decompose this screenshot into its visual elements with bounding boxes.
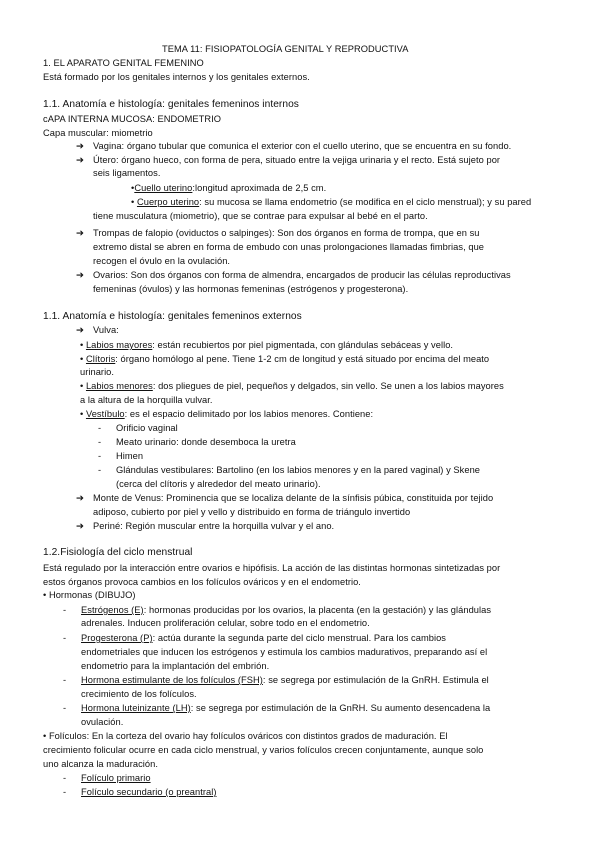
intro-text: Está formado por los genitales internos y los genitales externos. (43, 72, 310, 82)
fsh-item (81, 674, 489, 686)
dash-icon: - (98, 437, 102, 447)
fsh-term: Hormona estimulante de los folículos (FSH) (81, 675, 263, 685)
cuerpo-term: Cuerpo uterino (136, 197, 200, 207)
arrow-bullet-icon: ➔ (76, 155, 84, 165)
labios-menores-item (80, 380, 504, 392)
ovarios-text-cont: femeninas (óvulos) y las hormonas femeninas (estrógenos y progesterona). (93, 284, 409, 294)
estrogenos-desc-cont: adrenales. Inducen proliferación celular, sobre todo en el endometrio. (81, 618, 370, 628)
labios-menores-term: Labios menores (85, 381, 153, 391)
arrow-bullet-icon: ➔ (76, 141, 84, 151)
estrogenos-item (81, 604, 491, 616)
dash-icon: - (63, 675, 67, 685)
arrow-bullet-icon: ➔ (76, 325, 84, 335)
progesterona-desc: : actúa durante la segunda parte del ciclo menstrual. Para los cambios (152, 633, 447, 643)
foliculo-secundario: Folículo secundario (o preantral) (81, 787, 217, 797)
labios-mayores-term: Labios mayores (85, 340, 153, 350)
vestibulo-list-item: Meato urinario: donde desemboca la uretra (116, 437, 296, 447)
vestibulo-desc: : es el espacio delimitado por los labios menores. Contiene: (124, 409, 374, 419)
section-heading: 1. EL APARATO GENITAL FEMENINO (43, 58, 204, 68)
labios-mayores-desc: : están recubiertos por piel pigmentada, con glándulas sebáceas y vello. (152, 340, 454, 350)
vestibulo-list-item: Himen (116, 451, 144, 461)
bullet-icon: • (80, 409, 84, 419)
arrow-bullet-icon: ➔ (76, 228, 84, 238)
bullet-icon: • (80, 354, 84, 364)
lh-desc: : se segrega por estimulación de la GnRH. Su aumento desencadena la (190, 703, 491, 713)
subsection-heading: 1.1. Anatomía e histología: genitales femeninos externos (43, 311, 302, 322)
dash-icon: - (98, 423, 102, 433)
foliculos-text-cont: uno alcanza la maduración. (43, 759, 159, 769)
paragraph: Está regulado por la interacción entre ovarios e hipófisis. La acción de las distintas hormonas sintetizadas por (43, 563, 501, 573)
dash-icon: - (63, 773, 67, 783)
paragraph-cont: estos órganos provoca cambios en los folículos ováricos y en el endometrio. (43, 577, 361, 587)
monte-text-cont: adiposo, cubierto por piel y vello y distribuido en forma de triángulo invertido (93, 507, 411, 517)
vagina-text: Vagina: órgano tubular que comunica el exterior con el cuello uterino, que se encuentra en su fondo. (93, 141, 512, 151)
hormonas-heading: • Hormonas (DIBUJO) (43, 590, 136, 600)
dash-icon: - (63, 703, 67, 713)
lh-term: Hormona luteinizante (LH) (81, 703, 191, 713)
subsection-heading: 1.1. Anatomía e histología: genitales femeninos internos (43, 99, 299, 110)
dash-icon: - (63, 605, 67, 615)
dash-icon: - (63, 633, 67, 643)
vulva-label: Vulva: (93, 325, 119, 335)
estrogenos-desc: : hormonas producidas por los ovarios, la placenta (en la gestación) y las glándulas (143, 605, 492, 615)
ovarios-text: Ovarios: Son dos órganos con forma de almendra, encargados de producir las células reproductivas (93, 270, 511, 280)
dash-icon: - (98, 451, 102, 461)
progesterona-term: Progesterona (P) (81, 633, 153, 643)
progesterona-desc-cont: endometriales que inducen los estrógenos y estimula los cambios madurativos, preparando así el (81, 647, 488, 657)
subsection-heading: 1.2.Fisiología del ciclo menstrual (43, 547, 193, 558)
vestibulo-list-item: Glándulas vestibulares: Bartolino (en los labios menores y en la pared vaginal) y Skene (116, 465, 481, 475)
labios-mayores-item (80, 339, 453, 351)
monte-text: Monte de Venus: Prominencia que se localiza delante de la sínfisis púbica, constituida por tejido (93, 493, 494, 503)
trompas-text-cont: recogen el óvulo en la ovulación. (93, 256, 231, 266)
vestibulo-list-item-cont: (cerca del clítoris y alrededor del meato urinario). (116, 479, 321, 489)
lh-desc-cont: ovulación. (81, 717, 124, 727)
cuerpo-desc: : su mucosa se llama endometrio (se modifica en el ciclo menstrual); y su pared (199, 197, 532, 207)
lh-item (81, 702, 490, 714)
bullet-icon: • (131, 197, 135, 207)
vestibulo-term: Vestíbulo (85, 409, 125, 419)
cuello-desc: :longitud aproximada de 2,5 cm. (192, 183, 327, 193)
bullet-icon: • (80, 340, 84, 350)
utero-text: Útero: órgano hueco, con forma de pera, situado entre la vejiga urinaria y el recto. Está sujeto por (93, 155, 501, 165)
fsh-desc: : se segrega por estimulación de la GnRH. Estimula el (262, 675, 489, 685)
cuello-term: Cuello uterino (134, 183, 193, 193)
trompas-text: Trompas de falopio (oviductos o salpinges): Son dos órganos en forma de trompa, que en su (93, 228, 480, 238)
bullet-icon: • (80, 381, 84, 391)
cuerpo-item (131, 196, 531, 208)
vestibulo-list-item: Orificio vaginal (116, 423, 178, 433)
arrow-bullet-icon: ➔ (76, 493, 84, 503)
cuerpo-desc-cont: tiene musculatura (miometrio), que se contrae para expulsar al bebé en el parto. (93, 211, 428, 221)
dash-icon: - (63, 787, 67, 797)
foliculos-text-cont: crecimiento folicular ocurre en cada ciclo menstrual, y varios folículos crecen conjuntamente, aunque solo (43, 745, 484, 755)
progesterona-item (81, 632, 446, 644)
cuello-item (131, 182, 326, 194)
foliculo-primario: Folículo primario (81, 773, 151, 783)
foliculos-text: • Folículos: En la corteza del ovario hay folículos ováricos con distintos grados de maduración. El (43, 731, 448, 741)
fsh-desc-cont: crecimiento de los folículos. (81, 689, 197, 699)
clitoris-desc: : órgano homólogo al pene. Tiene 1-2 cm de longitud y está situado por encima del meato (115, 354, 490, 364)
clitoris-term: Clítoris (85, 354, 116, 364)
dash-icon: - (98, 465, 102, 475)
bullet-icon: • (131, 183, 135, 193)
page-title: TEMA 11: FISIOPATOLOGÍA GENITAL Y REPRODUCTIVA (162, 44, 409, 54)
estrogenos-term: Estrógenos (E) (81, 605, 144, 615)
labios-menores-desc: : dos pliegues de piel, pequeños y delgados, sin vello. Se unen a los labios mayores (152, 381, 504, 391)
arrow-bullet-icon: ➔ (76, 521, 84, 531)
perine-text: Periné: Región muscular entre la horquilla vulvar y el ano. (93, 521, 335, 531)
arrow-bullet-icon: ➔ (76, 270, 84, 280)
clitoris-item (80, 353, 489, 365)
clitoris-desc-cont: urinario. (80, 367, 115, 377)
subheading-mucosa: cAPA INTERNA MUCOSA: ENDOMETRIO (43, 114, 222, 124)
utero-text-cont: seis ligamentos. (93, 168, 161, 178)
vestibulo-item (80, 408, 373, 420)
trompas-text-cont: extremo distal se abren en forma de embudo con unas prolongaciones llamadas fimbrias, que (93, 242, 485, 252)
progesterona-desc-cont: endometrio para la implantación del embrión. (81, 661, 270, 671)
labios-menores-desc-cont: a la altura de la horquilla vulvar. (80, 395, 213, 405)
subheading-muscular: Capa muscular: miometrio (43, 128, 153, 138)
